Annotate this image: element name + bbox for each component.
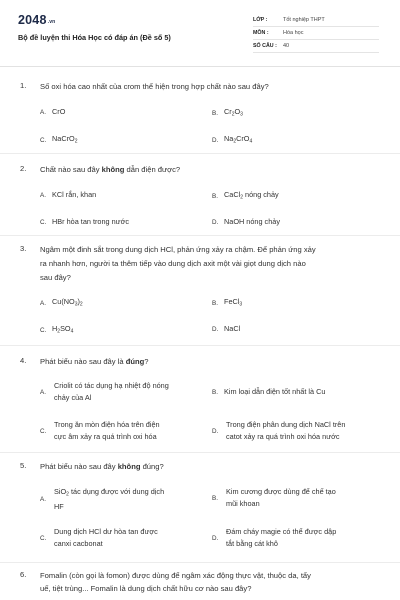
option-letter: D. bbox=[212, 218, 219, 226]
option-letter: B. bbox=[212, 192, 218, 200]
option-text: Trong ăn mòn điện hóa trên điện cực âm xảy ra quá trình oxi hóa bbox=[54, 420, 160, 441]
option-letter: A. bbox=[40, 299, 46, 307]
meta-count bbox=[253, 40, 379, 53]
option-text: NaCl bbox=[224, 324, 241, 333]
logo-sub: .vn bbox=[47, 19, 56, 25]
meta-grade-value: Tốt nghiệp THPT bbox=[283, 17, 325, 23]
option-letter: B. bbox=[212, 388, 218, 396]
option-text: CaCl$_2$ nóng chảy bbox=[224, 190, 279, 201]
option-letter: D. bbox=[212, 534, 219, 542]
option-letter: A. bbox=[40, 388, 46, 396]
option-text: $Cr_2O_3$ bbox=[224, 107, 243, 118]
option-b[interactable] bbox=[212, 486, 382, 510]
option-text: Đám cháy magie có thể được dập tắt bằng cát khô bbox=[226, 527, 337, 548]
question-text: Số oxi hóa cao nhất của crom thể hiện trong hợp chất nào sau đây? bbox=[40, 82, 269, 91]
question-text: Ngâm một đinh sắt trong dung dịch HCl, phản ứng xảy ra chậm. Để phản ứng xảy ra nhanh hơn, người ta thêm tiếp vào dung dịch axit một vài giọt dung dịch nào sau đây? bbox=[40, 245, 316, 282]
option-letter: B. bbox=[212, 299, 218, 307]
option-text: $Na_2CrO_4$ bbox=[224, 134, 253, 145]
option-letter: C. bbox=[40, 534, 47, 542]
option-letter: C. bbox=[40, 136, 47, 144]
logo-main: 2048 bbox=[18, 13, 47, 27]
option-d[interactable] bbox=[212, 323, 240, 335]
option-c[interactable] bbox=[40, 419, 205, 443]
question-text: Fomalin (còn gọi là fomon) được dùng để ngâm xác động thực vật, thuộc da, tẩy uế, tiệt trùng... Fomalin là dung dịch chất hữu cơ nào sau đây? bbox=[40, 571, 311, 593]
option-letter: A. bbox=[40, 108, 46, 116]
option-d[interactable] bbox=[212, 526, 382, 550]
option-c[interactable] bbox=[40, 323, 73, 338]
option-b[interactable] bbox=[212, 189, 279, 204]
option-text: NaOH nóng chảy bbox=[224, 217, 280, 226]
meta-count-value: 40 bbox=[283, 43, 290, 49]
site-logo[interactable] bbox=[18, 13, 55, 27]
option-text: Criolit có tác dụng hạ nhiệt độ nóng chảy của Al bbox=[54, 381, 169, 402]
option-a[interactable] bbox=[40, 296, 83, 311]
question-text: Chất nào sau đây không dẫn điện được? bbox=[40, 165, 181, 174]
option-text: Kim loại dẫn điện tốt nhất là Cu bbox=[224, 387, 326, 396]
question-number: 3. bbox=[20, 244, 27, 253]
option-letter: C. bbox=[40, 326, 47, 334]
question-number: 4. bbox=[20, 356, 27, 365]
option-c[interactable] bbox=[40, 216, 129, 228]
option-d[interactable] bbox=[212, 216, 280, 228]
option-text: Kim cương được dùng để chế tạo mũi khoan bbox=[226, 487, 336, 508]
option-a[interactable] bbox=[40, 189, 96, 201]
question-number: 6. bbox=[20, 570, 27, 579]
option-letter: D. bbox=[212, 136, 219, 144]
question-divider bbox=[0, 153, 400, 154]
option-text: FeCl$_3$ bbox=[224, 297, 243, 308]
meta-grade bbox=[253, 14, 379, 27]
option-letter: B. bbox=[212, 494, 218, 502]
header-divider bbox=[0, 66, 400, 67]
option-text: Trong điện phân dung dịch NaCl trên catot xảy ra quá trình oxi hóa nước bbox=[226, 420, 346, 441]
option-letter: B. bbox=[212, 109, 218, 117]
question-text: Phát biểu nào sau đây không đúng? bbox=[40, 462, 164, 471]
option-text: CrO bbox=[52, 107, 66, 116]
meta-subject bbox=[253, 27, 379, 40]
option-b[interactable] bbox=[212, 386, 325, 398]
page-header bbox=[0, 0, 400, 66]
option-text: Dung dịch HCl dư hòa tan được canxi cacbonat bbox=[54, 527, 158, 548]
option-b[interactable] bbox=[212, 296, 242, 311]
question-divider bbox=[0, 562, 400, 563]
meta-grade-key: LỚP : bbox=[253, 17, 268, 23]
question-number: 5. bbox=[20, 461, 27, 470]
option-text: HBr hòa tan trong nước bbox=[52, 217, 130, 226]
option-letter: C. bbox=[40, 218, 47, 226]
meta-subject-key: MÔN : bbox=[253, 30, 269, 36]
option-text: SiO$_2$ tác dụng được với dung dịch HF bbox=[54, 487, 165, 511]
option-a[interactable] bbox=[40, 380, 205, 404]
meta-count-key: SỐ CÂU : bbox=[253, 43, 277, 49]
exam-meta bbox=[253, 14, 379, 53]
option-c[interactable] bbox=[40, 133, 77, 148]
option-d[interactable] bbox=[212, 133, 252, 148]
exam-title: Bộ đề luyện thi Hóa Học có đáp án (Đề số 5) bbox=[18, 33, 171, 42]
option-letter: D. bbox=[212, 325, 219, 333]
option-b[interactable] bbox=[212, 106, 243, 121]
question-number: 2. bbox=[20, 164, 27, 173]
question-divider bbox=[0, 235, 400, 236]
question-divider bbox=[0, 345, 400, 346]
option-a[interactable] bbox=[40, 106, 65, 118]
option-letter: C. bbox=[40, 427, 47, 435]
option-letter: A. bbox=[40, 495, 46, 503]
option-text: KCl rắn, khan bbox=[52, 190, 97, 199]
option-text: NaCrO$_2$ bbox=[52, 134, 78, 145]
option-d[interactable] bbox=[212, 419, 382, 443]
option-text: $Cu(NO_3)_2$ bbox=[52, 297, 83, 308]
option-c[interactable] bbox=[40, 526, 205, 550]
option-letter: A. bbox=[40, 191, 46, 199]
option-text: $H_2SO_4$ bbox=[52, 324, 74, 335]
option-letter: D. bbox=[212, 427, 219, 435]
question-number: 1. bbox=[20, 81, 27, 90]
question-divider bbox=[0, 452, 400, 453]
option-a[interactable] bbox=[40, 486, 205, 513]
meta-subject-value: Hóa học bbox=[283, 30, 304, 36]
question-text: Phát biểu nào sau đây là đúng? bbox=[40, 357, 149, 366]
